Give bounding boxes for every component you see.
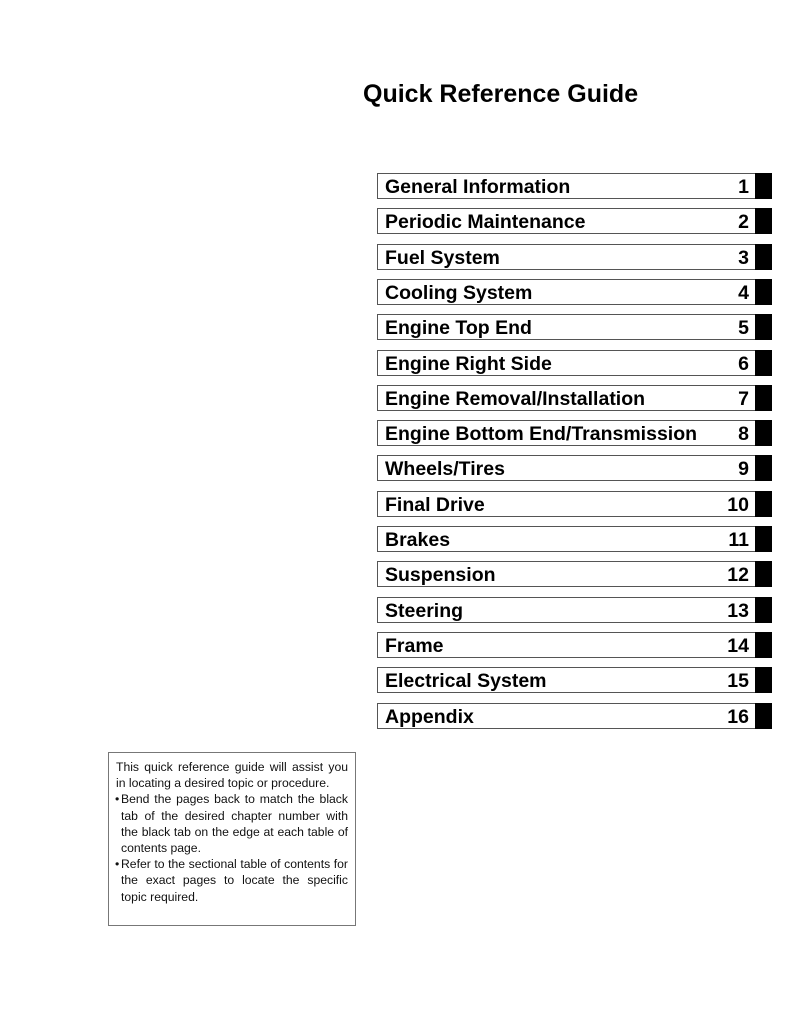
- toc-item-label: Electrical System: [385, 670, 547, 693]
- toc-item-electrical-system[interactable]: [377, 667, 772, 693]
- toc-item-engine-right-side[interactable]: [377, 350, 772, 376]
- toc-item-number: 9: [738, 458, 749, 481]
- toc-item-label: Engine Right Side: [385, 352, 552, 375]
- toc-item-number: 16: [727, 705, 749, 728]
- toc-item-box: [377, 667, 755, 693]
- black-tab-marker: [755, 703, 772, 729]
- bullet-icon: •: [115, 857, 120, 872]
- toc-item-label: Periodic Maintenance: [385, 211, 586, 234]
- toc-item-number: 8: [738, 423, 749, 446]
- toc-item-label: Cooling System: [385, 281, 533, 304]
- note-bullet-text: Bend the pages back to match the black tab of the desired chapter number with the black tab on the edge at each table of contents page.: [121, 792, 348, 856]
- bullet-icon: •: [115, 792, 120, 807]
- toc-item-number: 14: [727, 634, 749, 657]
- toc-item-label: Engine Bottom End/Transmission: [385, 423, 698, 446]
- black-tab-marker: [755, 632, 772, 658]
- toc-item-appendix[interactable]: [377, 703, 772, 729]
- toc-item-fuel-system[interactable]: [377, 244, 772, 270]
- toc-item-box: [377, 385, 755, 411]
- black-tab-marker: [755, 244, 772, 270]
- black-tab-marker: [755, 667, 772, 693]
- black-tab-marker: [755, 385, 772, 411]
- toc-item-box: [377, 208, 755, 234]
- toc-item-box: [377, 703, 755, 729]
- black-tab-marker: [755, 561, 772, 587]
- toc-item-number: 2: [738, 211, 749, 234]
- black-tab-marker: [755, 208, 772, 234]
- toc-item-box: [377, 526, 755, 552]
- toc-item-steering[interactable]: [377, 597, 772, 623]
- toc-item-number: 6: [738, 352, 749, 375]
- black-tab-marker: [755, 420, 772, 446]
- toc-item-engine-removal-installation[interactable]: [377, 385, 772, 411]
- toc-item-box: [377, 420, 755, 446]
- black-tab-marker: [755, 314, 772, 340]
- toc-item-engine-bottom-end-transmission[interactable]: [377, 420, 772, 446]
- note-intro-text: This quick reference guide will assist you in locating a desired topic or procedure.: [116, 760, 348, 791]
- toc-item-box: [377, 314, 755, 340]
- black-tab-marker: [755, 526, 772, 552]
- toc-item-number: 12: [727, 564, 749, 587]
- usage-note-box: [108, 752, 356, 926]
- note-bullet-item: [116, 856, 348, 905]
- toc-item-label: Fuel System: [385, 246, 500, 269]
- toc-item-label: Final Drive: [385, 493, 485, 516]
- toc-item-number: 13: [727, 599, 749, 622]
- toc-item-box: [377, 350, 755, 376]
- toc-item-number: 7: [738, 387, 749, 410]
- toc-item-label: General Information: [385, 176, 571, 198]
- black-tab-marker: [755, 455, 772, 481]
- toc-item-number: 4: [738, 281, 749, 304]
- toc-item-frame[interactable]: [377, 632, 772, 658]
- toc-item-number: 11: [728, 529, 749, 551]
- toc-item-number: 5: [738, 317, 749, 340]
- toc-item-box: [377, 597, 755, 623]
- note-bullet-text: Refer to the sectional table of contents for the exact pages to locate the specific topic required.: [121, 857, 348, 904]
- toc-item-brakes[interactable]: [377, 526, 772, 552]
- toc-item-cooling-system[interactable]: [377, 279, 772, 305]
- toc-item-number: 3: [738, 246, 749, 269]
- note-bullet-item: [116, 791, 348, 856]
- toc-item-label: Engine Removal/Installation: [385, 387, 646, 410]
- toc-item-box: [377, 173, 755, 199]
- toc-item-general-information[interactable]: [377, 173, 772, 199]
- page-title: Quick Reference Guide: [363, 80, 639, 108]
- toc-item-box: [377, 244, 755, 270]
- toc-item-periodic-maintenance[interactable]: [377, 208, 772, 234]
- toc-item-number: 15: [727, 670, 749, 693]
- toc-item-label: Steering: [385, 599, 464, 622]
- black-tab-marker: [755, 597, 772, 623]
- toc-item-label: Wheels/Tires: [385, 458, 505, 481]
- toc-item-label: Appendix: [385, 705, 474, 728]
- black-tab-marker: [755, 279, 772, 305]
- toc-item-box: [377, 632, 755, 658]
- toc-item-box: [377, 455, 755, 481]
- toc-item-label: Suspension: [385, 564, 496, 587]
- toc-item-wheels-tires[interactable]: [377, 455, 772, 481]
- toc-item-box: [377, 279, 755, 305]
- toc-item-label: Engine Top End: [385, 317, 532, 340]
- toc-item-label: Brakes: [385, 529, 451, 551]
- black-tab-marker: [755, 173, 772, 199]
- toc-item-box: [377, 561, 755, 587]
- toc-item-engine-top-end[interactable]: [377, 314, 772, 340]
- black-tab-marker: [755, 491, 772, 517]
- toc-item-number: 10: [727, 493, 749, 516]
- toc-item-label: Frame: [385, 634, 444, 657]
- black-tab-marker: [755, 350, 772, 376]
- toc-item-suspension[interactable]: [377, 561, 772, 587]
- toc-item-number: 1: [738, 176, 749, 198]
- toc-item-final-drive[interactable]: [377, 491, 772, 517]
- toc-item-box: [377, 491, 755, 517]
